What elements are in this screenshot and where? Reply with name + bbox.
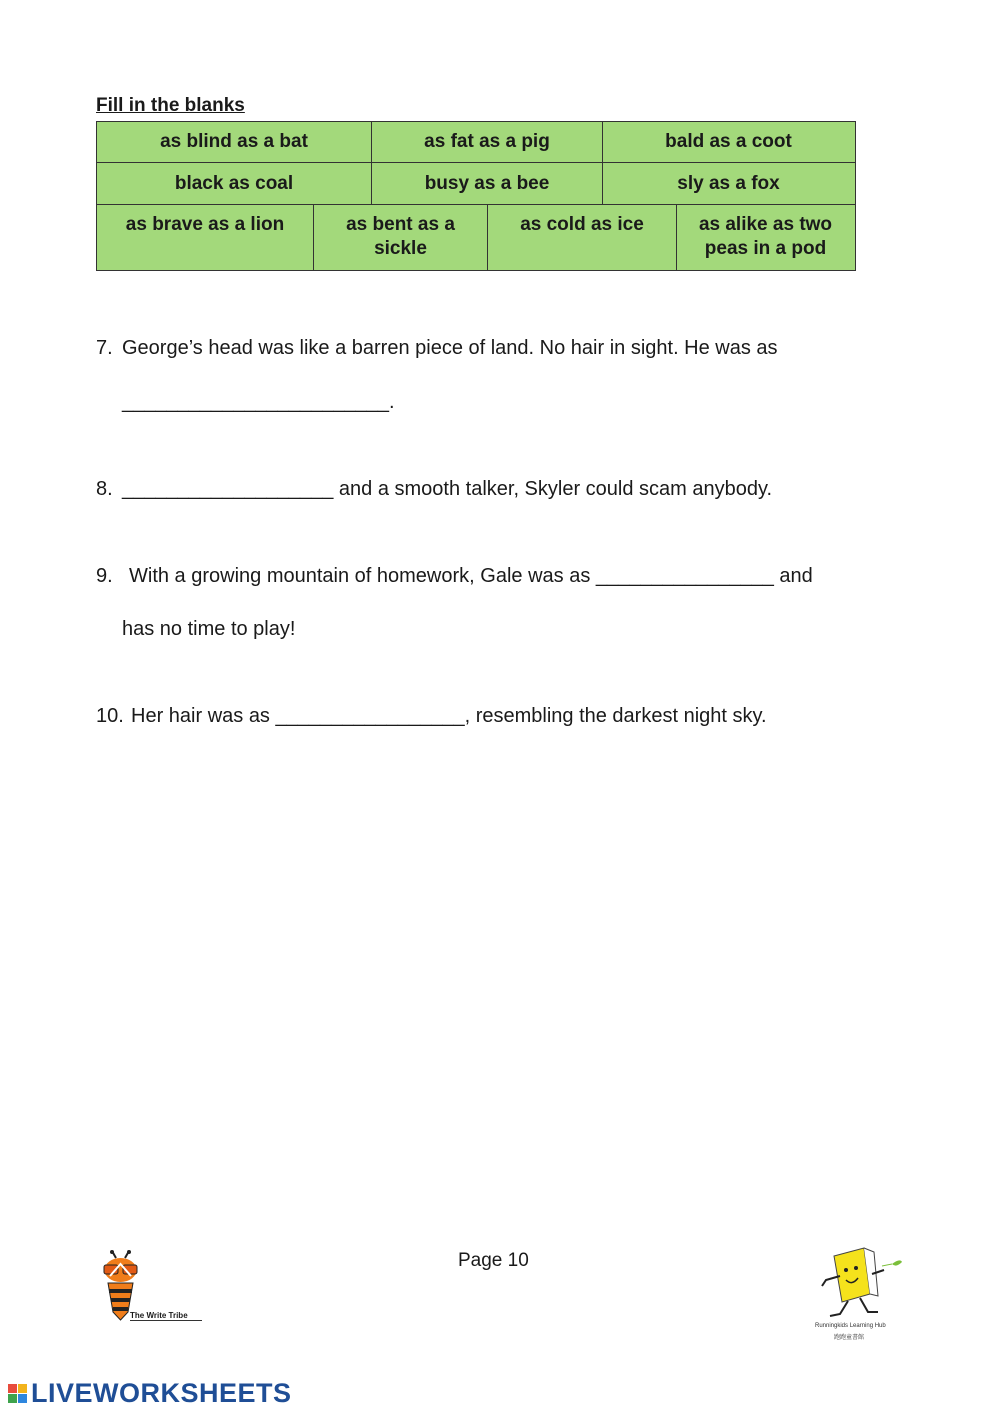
- question-8-text[interactable]: ___________________ and a smooth talker, Skyler could scam anybody.: [122, 478, 773, 500]
- word-bank-cell: sly as a fox: [677, 172, 780, 194]
- page-number: Page 10: [458, 1250, 529, 1271]
- question-number: 8.: [96, 478, 113, 500]
- word-bank-row-1: [96, 121, 856, 163]
- question-number: 9.: [96, 565, 113, 587]
- question-9-text[interactable]: With a growing mountain of homework, Gale was as ________________ and: [129, 565, 813, 587]
- liveworksheets-text: LIVEWORKSHEETS: [31, 1378, 292, 1408]
- question-number: 7.: [96, 337, 113, 359]
- book-logo-subcaption: 跑跑童書館: [834, 1335, 865, 1341]
- word-bank-row-2: [96, 163, 856, 205]
- liveworksheets-brand: [8, 1378, 292, 1409]
- word-bank-cell: as fat as a pig: [372, 122, 603, 162]
- bee-logo-caption: The Write Tribe: [130, 1311, 202, 1321]
- word-bank-cell: as bent as a sickle: [314, 205, 488, 270]
- liveworksheets-logo-icon: [8, 1384, 27, 1403]
- word-bank-row-3: [96, 205, 856, 271]
- word-bank-cell: as brave as a lion: [97, 205, 314, 270]
- book-logo-caption: Runningkids Learning Hub: [815, 1323, 886, 1329]
- word-bank-cell: as blind as a bat: [97, 122, 372, 162]
- word-bank-cell: bald as a coot: [665, 131, 792, 152]
- running-book-logo-icon: [812, 1246, 904, 1324]
- question-7-text: George’s head was like a barren piece of land. No hair in sight. He was as: [122, 337, 778, 359]
- word-bank-cell: busy as a bee: [372, 163, 603, 204]
- question-7-blank[interactable]: ________________________.: [122, 391, 395, 413]
- question-10-text[interactable]: Her hair was as _________________, resembling the darkest night sky.: [131, 705, 767, 727]
- question-9-text-continued: has no time to play!: [122, 618, 296, 640]
- word-bank-cell: as alike as two peas in a pod: [698, 214, 833, 259]
- worksheet-heading: Fill in the blanks: [96, 95, 245, 116]
- question-number: 10.: [96, 705, 124, 727]
- word-bank-cell: black as coal: [97, 163, 372, 204]
- word-bank-cell: as cold as ice: [488, 205, 677, 270]
